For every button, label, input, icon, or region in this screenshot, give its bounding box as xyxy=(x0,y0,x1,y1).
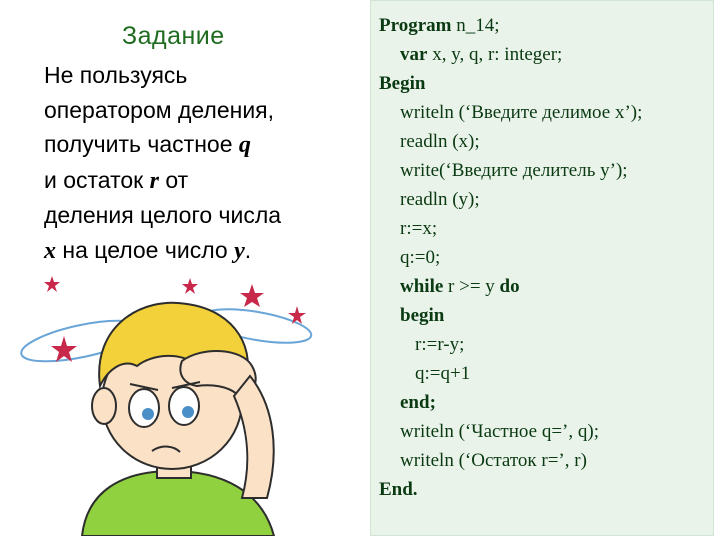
boy-left-pupil xyxy=(142,408,154,420)
var-r: r xyxy=(149,167,159,194)
code-line: readln (y); xyxy=(400,189,480,210)
task-line-3-text: получить частное xyxy=(44,131,239,157)
task-line-6 xyxy=(44,233,354,269)
star-icon xyxy=(182,278,198,294)
task-line-4-text: и остаток xyxy=(44,166,150,193)
code-keyword: Program xyxy=(379,15,452,36)
code-line xyxy=(379,40,642,69)
boy-ear xyxy=(92,388,116,424)
task-line-1: Не пользуясь xyxy=(44,62,188,88)
program-code xyxy=(379,11,642,504)
code-line: writeln (‘Частное q=’, q); xyxy=(400,421,599,442)
code-line: r:=r-y; xyxy=(415,334,465,355)
code-line xyxy=(379,11,642,40)
code-text: x, y, q, r: integer; xyxy=(427,44,563,65)
var-y: y xyxy=(234,237,245,264)
code-text: n_14; xyxy=(451,15,500,36)
code-line: q:=0; xyxy=(400,247,441,268)
code-line: r:=x; xyxy=(400,218,438,239)
task-line-3 xyxy=(44,127,354,163)
boy-right-pupil xyxy=(182,406,194,418)
confused-boy-illustration xyxy=(12,266,332,536)
task-line-4 xyxy=(44,163,354,199)
code-keyword: var xyxy=(400,44,428,65)
task-line-6-text: на целое число xyxy=(56,236,235,263)
code-keyword: do xyxy=(499,276,520,297)
boy-arm xyxy=(234,376,274,498)
code-keyword: while xyxy=(400,276,444,297)
code-text: r >= y xyxy=(443,276,500,297)
boy-right-eye xyxy=(169,387,199,425)
code-line: writeln (‘Введите делимое x’); xyxy=(400,102,643,123)
task-line-4-end: от xyxy=(158,166,189,193)
code-line: write(‘Введите делитель y’); xyxy=(400,160,628,181)
code-line: end; xyxy=(400,392,436,413)
code-line: readln (x); xyxy=(400,131,480,152)
code-line: End. xyxy=(379,479,418,500)
task-line-2: оператором деления, xyxy=(44,96,275,123)
task-line-6-end: . xyxy=(244,236,252,263)
boy-left-eye xyxy=(129,389,159,427)
star-icon xyxy=(240,284,264,307)
code-panel xyxy=(370,0,714,536)
code-line: Begin xyxy=(379,73,426,94)
code-line xyxy=(379,272,642,301)
task-line-5: деления целого числа xyxy=(44,202,282,228)
var-x: x xyxy=(44,237,56,264)
code-line: begin xyxy=(400,305,445,326)
code-line: writeln (‘Остаток r=’, r) xyxy=(400,450,587,471)
code-line: q:=q+1 xyxy=(415,363,471,384)
var-q: q xyxy=(238,132,251,158)
task-title: Задание xyxy=(122,22,225,50)
task-description xyxy=(44,58,354,268)
star-icon xyxy=(44,276,60,292)
